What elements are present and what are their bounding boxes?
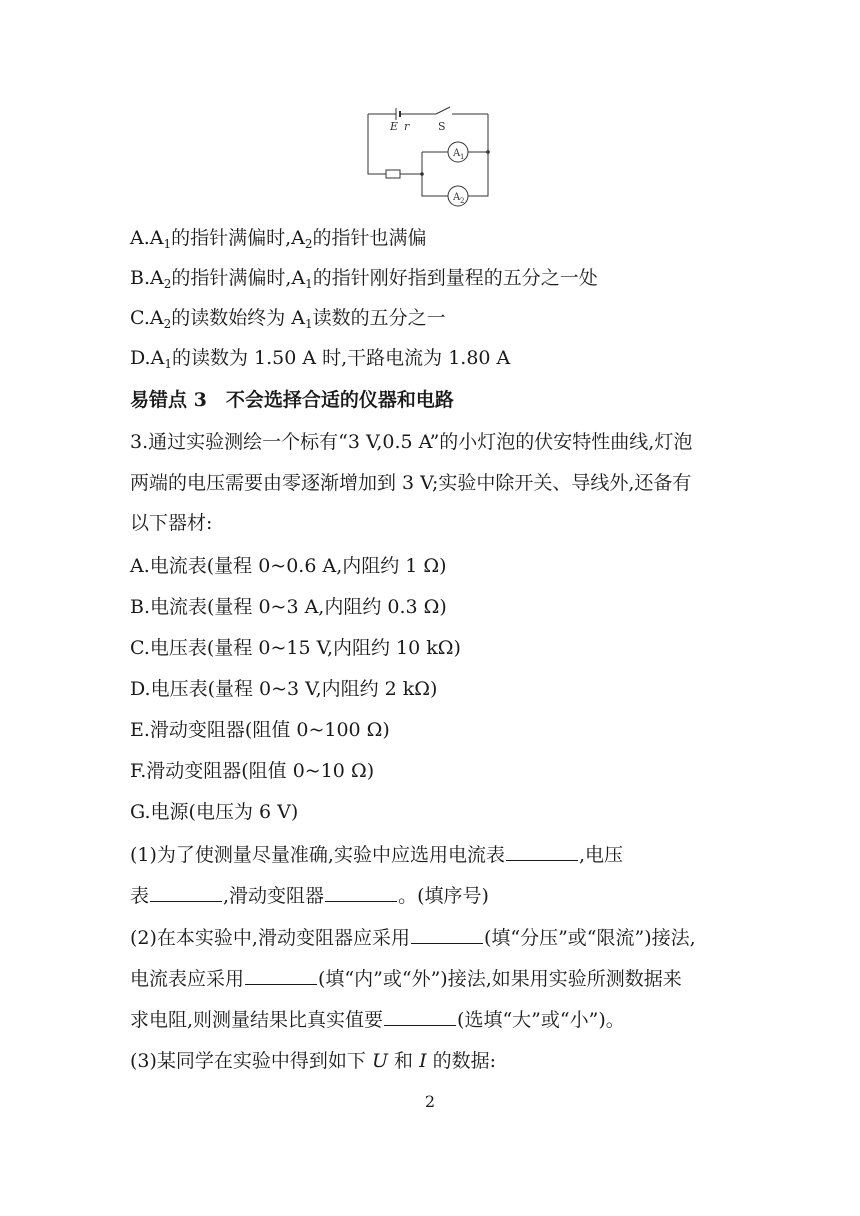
option-b: $B.A_2$的指针满偏时$,A_1$的指针刚好指到量程的五分之一处 (130, 267, 598, 291)
equipment-item: E.滑动变阻器(阻值 0~100 Ω) (130, 719, 390, 741)
label-r: r (404, 120, 410, 133)
equipment-item: F.滑动变阻器(阻值 0~10 Ω) (130, 760, 375, 782)
equipment-item: C.电压表(量程 0~15 V,内阻约 10 kΩ) (130, 637, 461, 659)
option-d: $D.A_1$的读数为 1.50 A 时,干路电流为 1.80 A (130, 347, 511, 371)
answer-blank-comparison[interactable] (384, 1007, 456, 1026)
answer-blank-voltmeter[interactable] (150, 883, 222, 902)
q3-part-1-line-2: 表 ,滑动变阻器 。(填序号) (130, 885, 489, 907)
option-c: $C.A_2$的读数始终为 $A_1$读数的五分之一 (130, 307, 446, 331)
answer-blank-ammeter-connection[interactable] (245, 966, 317, 985)
label-e: E (390, 120, 399, 133)
switch-icon (436, 107, 450, 114)
label-s: S (438, 120, 446, 133)
page-number: 2 (424, 1092, 436, 1111)
meter-2-sub: 2 (460, 197, 465, 205)
equipment-item: D.电压表(量程 0~3 V,内阻约 2 kΩ) (130, 678, 438, 700)
q3-part-2-line-1: (2)在本实验中,滑动变阻器应采用 (填“分压”或“限流”)接法, (130, 927, 696, 949)
meter-1-letter: A (453, 148, 461, 159)
q3-part-2-line-2: 电流表应采用 (填“内”或“外”)接法,如果用实验所测数据来 (130, 968, 682, 990)
meter-2-letter: A (453, 192, 461, 203)
answer-blank-connection[interactable] (411, 925, 483, 944)
q3-part-1-line-1: (1)为了使测量尽量准确,实验中应选用电流表 ,电压 (130, 844, 624, 866)
equipment-item: B.电流表(量程 0~3 A,内阻约 0.3 Ω) (130, 596, 447, 618)
answer-blank-rheostat[interactable] (325, 883, 397, 902)
q3-intro-line-2: 两端的电压需要由零逐渐增加到 3 V;实验中除开关、导线外,还备有 (130, 472, 692, 494)
section-title: 易错点 3 不会选择合适的仪器和电路 (130, 389, 454, 411)
equipment-item: G.电源(电压为 6 V) (130, 801, 299, 823)
q3-intro-line-1: 3.通过实验测绘一个标有“3 V,0.5 A”的小灯泡的伏安特性曲线,灯泡 (130, 431, 693, 453)
circuit-diagram (362, 104, 496, 210)
q3-part-2-line-3: 求电阻,则测量结果比真实值要 (选填“大”或“小”)。 (130, 1009, 625, 1031)
meter-1-sub: 1 (460, 153, 465, 161)
q3-intro-line-3: 以下器材: (130, 512, 213, 534)
resistor-icon (386, 170, 400, 178)
answer-blank-ammeter[interactable] (506, 842, 578, 861)
q3-part-3-line-1: (3)某同学在实验中得到如下 U 和 I 的数据: (130, 1050, 497, 1072)
equipment-item: A.电流表(量程 0~0.6 A,内阻约 1 Ω) (130, 555, 447, 577)
option-a: $A.A_1$的指针满偏时$,A_2$的指针也满偏 (130, 227, 427, 251)
